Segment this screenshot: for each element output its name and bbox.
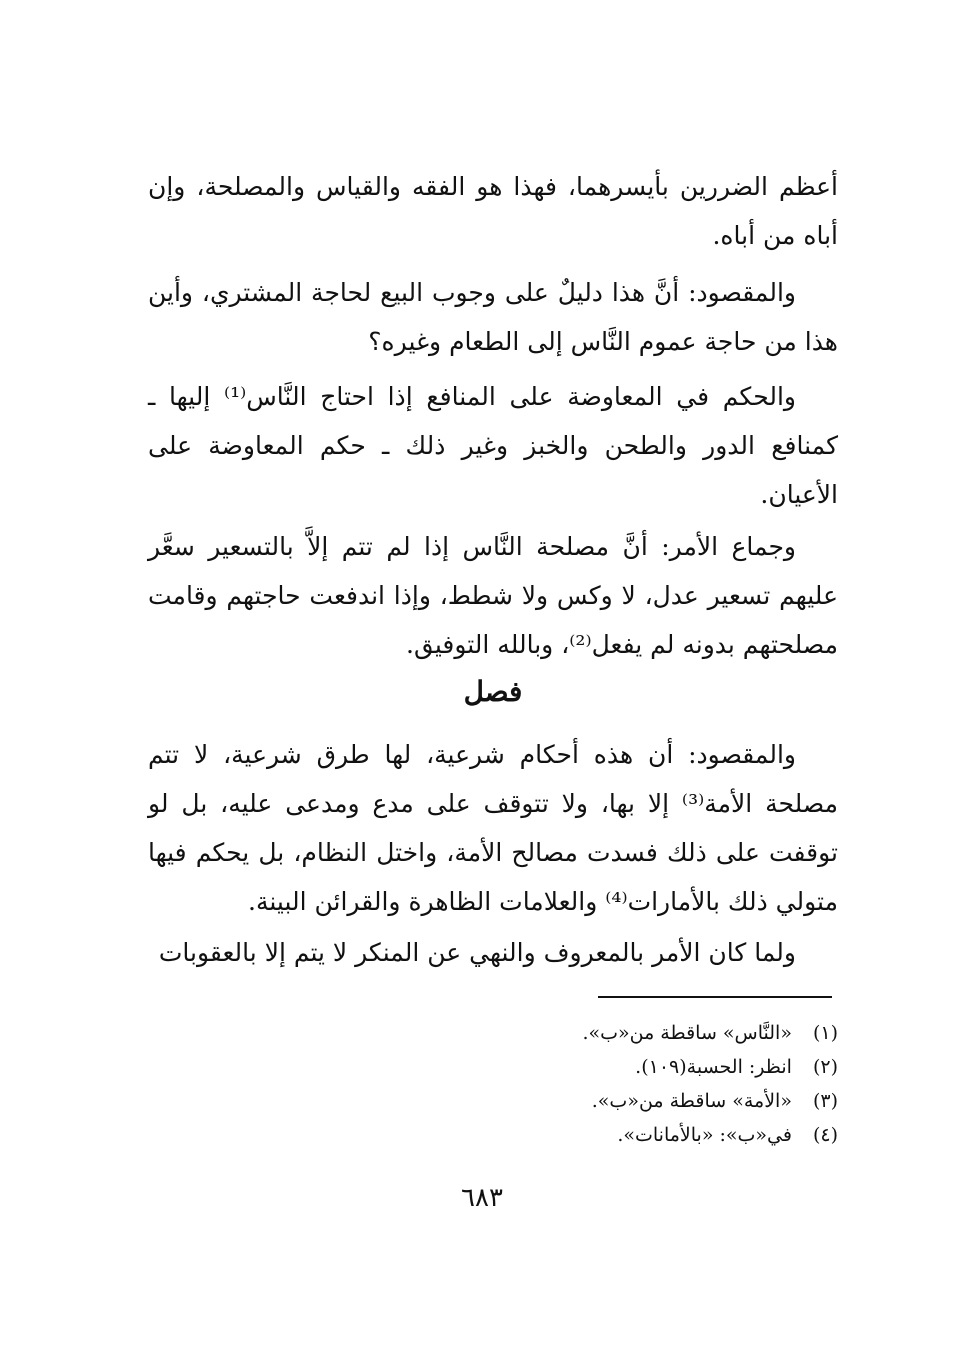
paragraph-6: ولما كان الأمر بالمعروف والنهي عن المنكر لا يتم إلا بالعقوبات xyxy=(158,938,796,967)
page-number: ٦٨٣ xyxy=(461,1183,503,1213)
footnote-4 xyxy=(148,1118,838,1152)
footnote-text: «الأمة» ساقطة من«ب». xyxy=(591,1090,792,1112)
footnote-text: انظر: الحسبة(١٠٩). xyxy=(635,1056,792,1078)
footnote-number: (٢) xyxy=(812,1056,838,1078)
footnote-divider xyxy=(598,996,832,998)
footnote-number: (٣) xyxy=(812,1090,838,1112)
footnote-number: (١) xyxy=(812,1022,838,1044)
footnote-number: (٤) xyxy=(812,1124,838,1146)
paragraph-2: والمقصود: أنَّ هذا دليلٌ على وجوب البيع لحاجة المشتري، وأين هذا من حاجة عموم النَّاس إلى الطعام وغيره؟ xyxy=(148,278,838,356)
paragraph-1: أعظم الضررين بأيسرهما، فهذا هو الفقه والقياس والمصلحة، وإن أباه من أباه. xyxy=(148,172,838,250)
footnote-2 xyxy=(148,1050,838,1084)
footnote-3 xyxy=(148,1084,838,1118)
footnote-1 xyxy=(148,1016,838,1050)
footnotes xyxy=(148,1016,838,1152)
paragraph-3: والحكم في المعاوضة على المنافع إذا احتاج النَّاس⁽¹⁾ إليها ـ كمنافع الدور والطحن والخبز وغير ذلك ـ حكم المعاوضة على الأعيان. xyxy=(148,382,838,509)
footnote-text: في«ب»: «بالأمانات». xyxy=(617,1124,792,1146)
footnote-text: «النَّاس» ساقطة من«ب». xyxy=(582,1022,792,1044)
section-heading: فصل xyxy=(463,675,523,708)
paragraph-4: وجماع الأمر: أنَّ مصلحة النَّاس إذا لم تتم إلاَّ بالتسعير سعَّر عليهم تسعير عدل، لا وكس ولا شطط، وإذا اندفعت حاجتهم وقامت مصلحتهم بدونه لم يفعل⁽²⁾، وبالله التوفيق. xyxy=(148,532,838,659)
paragraph-5: والمقصود: أن هذه أحكام شرعية، لها طرق شرعية، لا تتم مصلحة الأمة⁽³⁾ إلا بها، ولا تتوقف على مدع ومدعى عليه، بل لو توقفت على ذلك فسدت مصالح الأمة، واختل النظام، بل يحكم فيها متولي ذلك بالأمارات⁽⁴⁾ والعلامات الظاهرة والقرائن البينة. xyxy=(148,740,838,916)
